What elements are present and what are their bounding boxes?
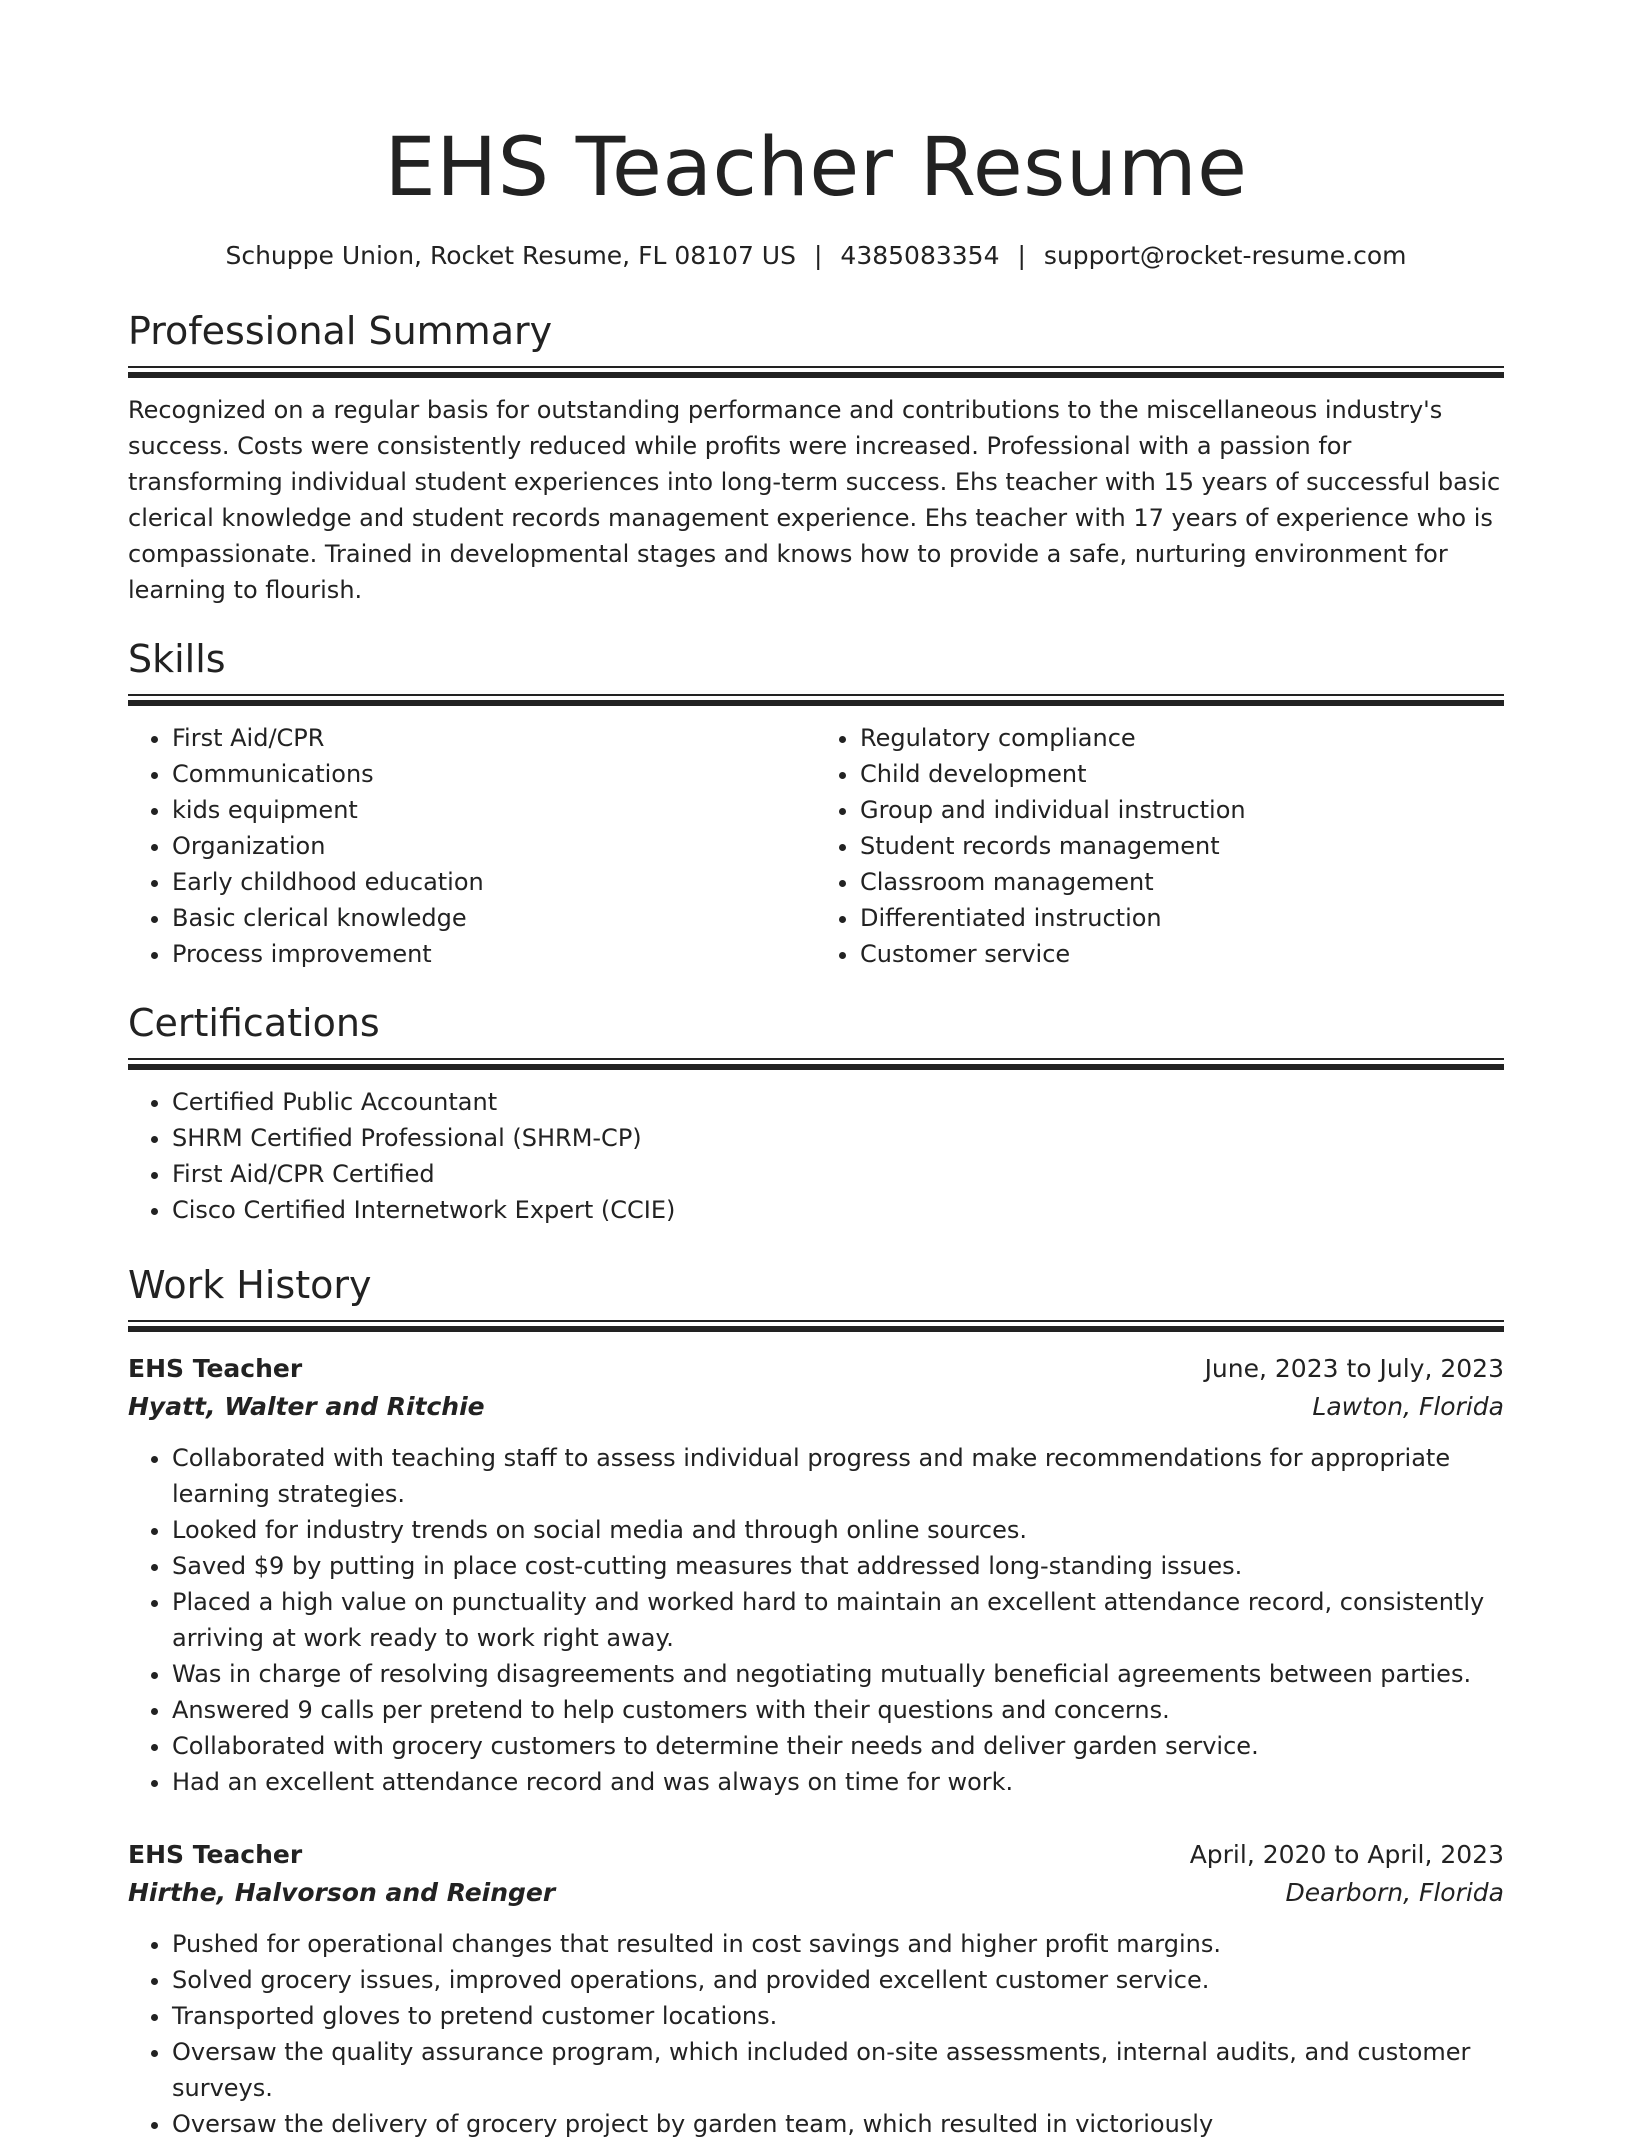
work-history-section — [128, 1262, 1504, 2142]
job-bullet: • Pushed for operational changes that resulted in cost savings and higher profit margins. — [172, 1926, 1504, 1962]
job-entry — [128, 1836, 1504, 2142]
skill-item: • Child development — [860, 756, 1504, 792]
skill-item: • Group and individual instruction — [860, 792, 1504, 828]
certifications-section — [128, 1000, 1504, 1228]
job-company: Hirthe, Halvorson and Reinger — [128, 1878, 556, 1907]
section-divider — [128, 1058, 1504, 1070]
job-subheader-row — [128, 1874, 1504, 1912]
job-entry — [128, 1350, 1504, 1800]
skill-item: • Classroom management — [860, 864, 1504, 900]
job-bullet: • Oversaw the quality assurance program, which included on-site assessments, internal audits, and customer surveys. — [172, 2034, 1504, 2106]
contact-separator: | — [1017, 241, 1026, 270]
job-company: Hyatt, Walter and Ritchie — [128, 1392, 485, 1421]
contact-phone: 4385083354 — [840, 241, 1000, 270]
job-bullet: • Collaborated with teaching staff to assess individual progress and make recommendations for appropriate learning strategies. — [172, 1440, 1504, 1512]
summary-section — [128, 308, 1504, 608]
job-location: Dearborn, Florida — [1285, 1878, 1504, 1907]
summary-text: Recognized on a regular basis for outstanding performance and contributions to the miscellaneous industry's success. Costs were consistently reduced while profits were increased. Professional with a passion for transforming individual student experiences into long-term success. Ehs teacher with 15 years of successful basic clerical knowledge and student records management experience. Ehs teacher with 17 years of experience who is compassionate. Trained in developmental stages and knows how to provide a safe, nurturing environment for learning to flourish. — [128, 396, 1501, 604]
skill-item: • Communications — [172, 756, 816, 792]
skill-item: • Student records management — [860, 828, 1504, 864]
contact-address: Schuppe Union, Rocket Resume, FL 08107 US — [225, 241, 796, 270]
job-header-row — [128, 1836, 1504, 1874]
skill-item: • Process improvement — [172, 936, 816, 972]
job-bullet: • Looked for industry trends on social media and through online sources. — [172, 1512, 1504, 1548]
job-bullet: • Answered 9 calls per pretend to help customers with their questions and concerns. — [172, 1692, 1504, 1728]
job-title: EHS Teacher — [128, 1354, 303, 1383]
skills-columns — [128, 720, 1504, 972]
skill-item: • Differentiated instruction — [860, 900, 1504, 936]
skill-item: • First Aid/CPR — [172, 720, 816, 756]
summary-heading: Professional Summary — [128, 309, 553, 353]
job-bullet: • Was in charge of resolving disagreements and negotiating mutually beneficial agreements between parties. — [172, 1656, 1504, 1692]
job-bullet: • Saved $9 by putting in place cost-cutting measures that addressed long-standing issues. — [172, 1548, 1504, 1584]
job-bullet: • Solved grocery issues, improved operations, and provided excellent customer service. — [172, 1962, 1504, 1998]
section-divider — [128, 366, 1504, 378]
resume-page — [128, 0, 1504, 2142]
skill-item: • Organization — [172, 828, 816, 864]
job-bullet: • Had an excellent attendance record and was always on time for work. — [172, 1764, 1504, 1800]
skill-item: • Early childhood education — [172, 864, 816, 900]
job-bullet: • Collaborated with grocery customers to determine their needs and deliver garden service. — [172, 1728, 1504, 1764]
skill-item: • Regulatory compliance — [860, 720, 1504, 756]
job-header-row — [128, 1350, 1504, 1388]
certification-item: • SHRM Certified Professional (SHRM-CP) — [172, 1120, 1504, 1156]
contact-separator: | — [813, 241, 823, 270]
certification-item: • First Aid/CPR Certified — [172, 1156, 1504, 1192]
job-dates: April, 2020 to April, 2023 — [1189, 1840, 1504, 1869]
work-history-heading: Work History — [128, 1263, 372, 1307]
skills-heading: Skills — [128, 637, 226, 681]
certification-item: • Certified Public Accountant — [172, 1084, 1504, 1120]
skill-item: • kids equipment — [172, 792, 816, 828]
skills-list-left — [128, 720, 816, 972]
section-divider — [128, 1320, 1504, 1332]
job-bullet: • Placed a high value on punctuality and worked hard to maintain an excellent attendance record, consistently arriving at work ready to work right away. — [172, 1584, 1504, 1656]
skill-item: • Customer service — [860, 936, 1504, 972]
skill-item: • Basic clerical knowledge — [172, 900, 816, 936]
certification-item: • Cisco Certified Internetwork Expert (CCIE) — [172, 1192, 1504, 1228]
section-divider — [128, 694, 1504, 706]
skills-list-right — [816, 720, 1504, 972]
job-location: Lawton, Florida — [1312, 1392, 1504, 1421]
contact-email: support@rocket-resume.com — [1043, 241, 1407, 270]
job-title: EHS Teacher — [128, 1840, 303, 1869]
contact-line — [128, 240, 1504, 272]
resume-title: EHS Teacher Resume — [384, 121, 1248, 215]
job-subheader-row — [128, 1388, 1504, 1426]
job-dates: June, 2023 to July, 2023 — [1204, 1354, 1504, 1383]
certifications-list — [128, 1084, 1504, 1228]
certifications-heading: Certifications — [128, 1001, 380, 1045]
job-bullets — [128, 1440, 1504, 1800]
job-bullets — [128, 1926, 1504, 2142]
job-bullet: • Oversaw the delivery of grocery project by garden team, which resulted in victoriously — [172, 2106, 1504, 2142]
job-bullet: • Transported gloves to pretend customer locations. — [172, 1998, 1504, 2034]
skills-section — [128, 636, 1504, 972]
